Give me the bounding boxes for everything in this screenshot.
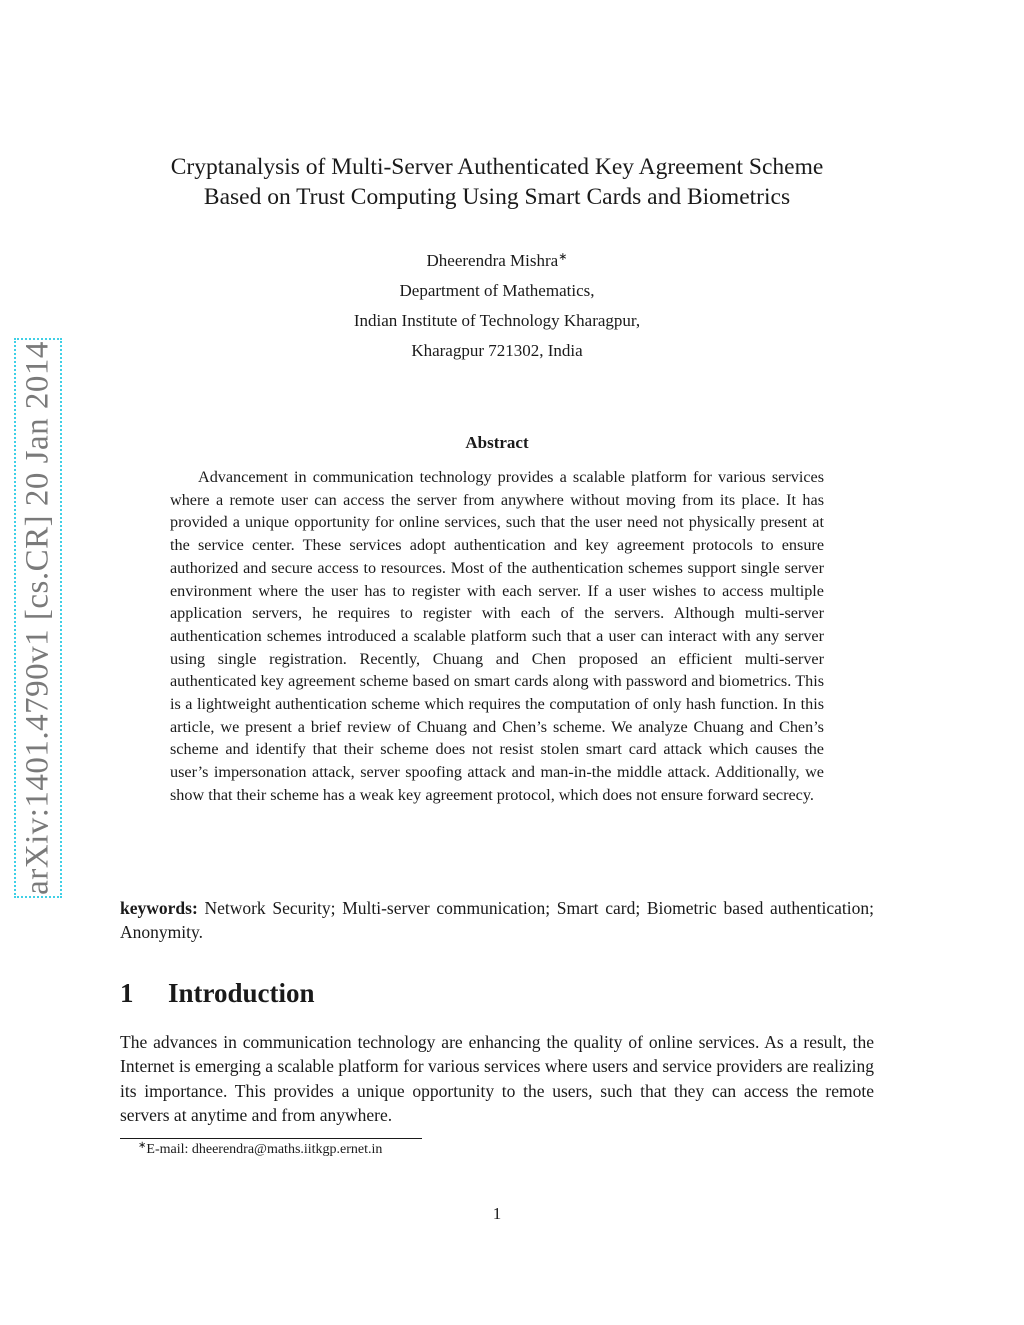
author-block xyxy=(120,246,874,366)
author-department: Department of Mathematics, xyxy=(399,281,595,300)
author-name-line xyxy=(120,246,874,276)
footnote-mark: ∗ xyxy=(138,1140,147,1151)
arxiv-identifier-text: arXiv:1401.4790v1 [cs.CR] 20 Jan 2014 xyxy=(19,341,56,895)
page-number: 1 xyxy=(492,1204,502,1223)
author-footnote-mark[interactable]: ∗ xyxy=(558,251,568,263)
paper-title xyxy=(120,152,874,212)
keywords-paragraph xyxy=(120,896,874,944)
title-line-1: Cryptanalysis of Multi-Server Authenticated Key Agreement Scheme xyxy=(170,154,824,180)
footnote-divider xyxy=(120,1138,422,1139)
footnote xyxy=(138,1142,382,1158)
section-title: Introduction xyxy=(168,978,315,1008)
arxiv-identifier-stamp[interactable] xyxy=(14,338,62,898)
title-line-2: Based on Trust Computing Using Smart Cards and Biometrics xyxy=(203,184,791,210)
keywords-label: keywords: xyxy=(120,898,198,918)
abstract-text: Advancement in communication technology provides a scalable platform for various services where a remote user can access the server from anywhere without moving from its place. It has provided a unique opportunity for online services, such that the user need not physically present at the service center. These services adopt authentication and key agreement protocols to ensure authorized and secure access to resources. Most of the authentication schemes support single server environment where the user has to register with each server. If a user wishes to access multiple application servers, he requires to register with each of the servers. Although multi-server authentication schemes introduced a scalable platform such that a user can interact with any server using single registration. Recently, Chuang and Chen proposed an efficient multi-server authenticated key agreement scheme based on smart cards along with password and biometrics. This is a lightweight authentication scheme which requires the computation of only hash function. In this article, we present a brief review of Chuang and Chen’s scheme. We analyze Chuang and Chen’s scheme and identify that their scheme does not resist stolen smart card attack which causes the user’s impersonation attack, server spoofing attack and man-in-the middle attack. Additionally, we show that their scheme has a weak key agreement protocol, which does not ensure forward secrecy. xyxy=(170,468,824,804)
author-address: Kharagpur 721302, India xyxy=(411,341,583,360)
introduction-paragraph: The advances in communication technology are enhancing the quality of online services. As a result, the Internet is emerging a scalable platform for various services where users and service providers are realizing its importance. This provides a unique opportunity to the users, such that they can access the remote servers at anytime and from anywhere. xyxy=(120,1032,874,1125)
author-name: Dheerendra Mishra xyxy=(426,251,559,270)
section-number: 1 xyxy=(120,978,134,1008)
abstract-heading: Abstract xyxy=(465,433,529,452)
author-institute: Indian Institute of Technology Kharagpur, xyxy=(353,311,641,330)
keywords-list: Network Security; Multi-server communication; Smart card; Biometric based authentication; Anonymity. xyxy=(120,898,874,942)
section-heading-introduction xyxy=(120,978,315,1009)
footnote-email[interactable]: E-mail: dheerendra@maths.iitkgp.ernet.in xyxy=(146,1142,383,1157)
